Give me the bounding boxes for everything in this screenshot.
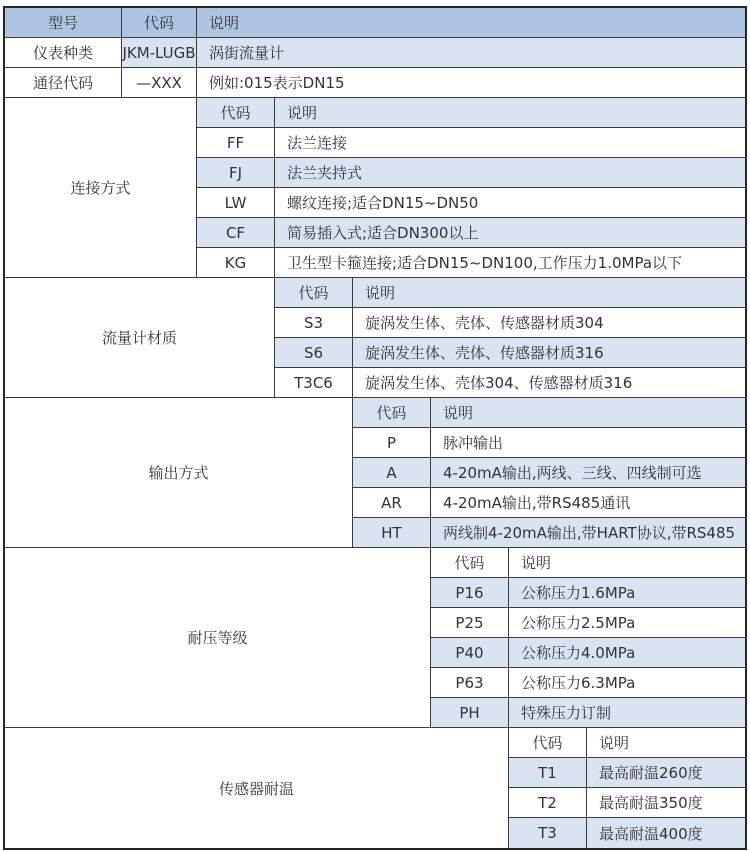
code-cell: P25 <box>431 608 509 638</box>
desc-cell: 脉冲输出 <box>431 428 745 458</box>
table-header-row <box>5 8 745 38</box>
code-cell: P16 <box>431 578 509 608</box>
subheader-desc-cell: 说明 <box>509 548 745 578</box>
code-cell: P <box>353 428 431 458</box>
code-cell: PH <box>431 698 509 728</box>
section-row-group <box>5 548 745 728</box>
section-label-cell: 耐压等级 <box>5 548 431 728</box>
desc-cell: 螺纹连接;适合DN15~DN50 <box>275 188 745 218</box>
table-row <box>275 338 745 368</box>
desc-cell: 公称压力6.3MPa <box>509 668 745 698</box>
desc-cell: 特殊压力订制 <box>509 698 745 728</box>
row-desc-cell: 涡街流量计 <box>197 38 745 68</box>
section-row-group <box>5 728 745 848</box>
section-subheader-row <box>197 98 745 128</box>
subheader-code-cell: 代码 <box>509 728 587 758</box>
section-subheader-row <box>275 278 745 308</box>
section-label-cell: 输出方式 <box>5 398 353 548</box>
table-row <box>431 698 745 728</box>
subheader-code-cell: 代码 <box>353 398 431 428</box>
desc-cell: 公称压力2.5MPa <box>509 608 745 638</box>
table-row <box>353 488 745 518</box>
table-row <box>197 248 745 278</box>
desc-cell: 法兰夹持式 <box>275 158 745 188</box>
code-cell: KG <box>197 248 275 278</box>
desc-cell: 最高耐温400度 <box>587 818 745 848</box>
desc-cell: 旋涡发生体、壳体304、传感器材质316 <box>353 368 745 398</box>
row-code-cell: JKM-LUGB <box>122 38 197 68</box>
code-cell: CF <box>197 218 275 248</box>
subheader-desc-cell: 说明 <box>353 278 745 308</box>
desc-cell: 旋涡发生体、壳体、传感器材质304 <box>353 308 745 338</box>
desc-cell: 公称压力4.0MPa <box>509 638 745 668</box>
table-row <box>197 188 745 218</box>
code-cell: P63 <box>431 668 509 698</box>
row-code-cell: —XXX <box>122 68 197 98</box>
code-cell: HT <box>353 518 431 548</box>
code-cell: T3C6 <box>275 368 353 398</box>
code-cell: LW <box>197 188 275 218</box>
table-row <box>353 428 745 458</box>
desc-cell: 法兰连接 <box>275 128 745 158</box>
code-cell: AR <box>353 488 431 518</box>
code-cell: A <box>353 458 431 488</box>
table-row <box>5 38 745 68</box>
subheader-code-cell: 代码 <box>197 98 275 128</box>
header-cell-model: 型号 <box>5 8 122 38</box>
desc-cell: 旋涡发生体、壳体、传感器材质316 <box>353 338 745 368</box>
section-subheader-row <box>509 728 745 758</box>
code-cell: FJ <box>197 158 275 188</box>
desc-cell: 两线制4-20mA输出,带HART协议,带RS485 <box>431 518 745 548</box>
code-cell: FF <box>197 128 275 158</box>
section-rows <box>275 278 745 398</box>
row-label-cell: 通径代码 <box>5 68 122 98</box>
row-label-cell: 仪表种类 <box>5 38 122 68</box>
section-label-cell: 流量计材质 <box>5 278 275 398</box>
table-row <box>431 578 745 608</box>
desc-cell: 最高耐温350度 <box>587 788 745 818</box>
table-row <box>431 638 745 668</box>
section-rows <box>197 98 745 278</box>
subheader-desc-cell: 说明 <box>275 98 745 128</box>
subheader-desc-cell: 说明 <box>431 398 745 428</box>
code-cell: S6 <box>275 338 353 368</box>
table-row <box>509 788 745 818</box>
subheader-code-cell: 代码 <box>275 278 353 308</box>
subheader-code-cell: 代码 <box>431 548 509 578</box>
table-row <box>509 758 745 788</box>
table-row <box>197 158 745 188</box>
desc-cell: 最高耐温260度 <box>587 758 745 788</box>
code-cell: P40 <box>431 638 509 668</box>
desc-cell: 4-20mA输出,两线、三线、四线制可选 <box>431 458 745 488</box>
code-cell: T1 <box>509 758 587 788</box>
code-cell: T3 <box>509 818 587 848</box>
section-rows <box>509 728 745 848</box>
table-row <box>509 818 745 848</box>
table-row <box>353 518 745 548</box>
table-row <box>5 68 745 98</box>
section-label-cell: 连接方式 <box>5 98 197 278</box>
section-row-group <box>5 98 745 278</box>
table-row <box>353 458 745 488</box>
table-row <box>197 218 745 248</box>
section-row-group <box>5 398 745 548</box>
table-row <box>431 608 745 638</box>
code-cell: S3 <box>275 308 353 338</box>
table-row <box>275 368 745 398</box>
desc-cell: 4-20mA输出,带RS485通讯 <box>431 488 745 518</box>
section-label-cell: 传感器耐温 <box>5 728 509 848</box>
section-row-group <box>5 278 745 398</box>
table-row <box>275 308 745 338</box>
header-cell-desc: 说明 <box>197 8 745 38</box>
desc-cell: 公称压力1.6MPa <box>509 578 745 608</box>
model-selection-table <box>3 6 747 850</box>
row-desc-cell: 例如:015表示DN15 <box>197 68 745 98</box>
code-cell: T2 <box>509 788 587 818</box>
subheader-desc-cell: 说明 <box>587 728 745 758</box>
desc-cell: 卫生型卡箍连接;适合DN15~DN100,工作压力1.0MPa以下 <box>275 248 745 278</box>
table-row <box>431 668 745 698</box>
desc-cell: 简易插入式;适合DN300以上 <box>275 218 745 248</box>
section-rows <box>431 548 745 728</box>
header-cell-code: 代码 <box>122 8 197 38</box>
section-subheader-row <box>353 398 745 428</box>
table-row <box>197 128 745 158</box>
section-subheader-row <box>431 548 745 578</box>
section-rows <box>353 398 745 548</box>
